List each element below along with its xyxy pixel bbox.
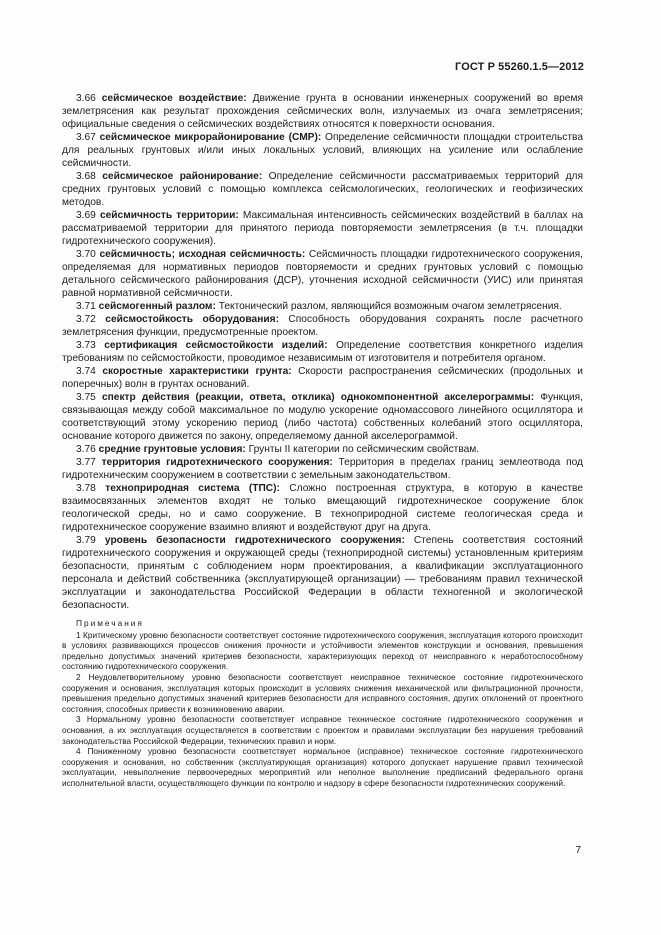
notes-section: [62, 618, 583, 789]
term-number: 3.68: [76, 171, 96, 182]
term-name: сейсмическое районирование:: [102, 171, 263, 182]
term-entry: [62, 248, 583, 300]
note-item: 1 Критическому уровню безопасности соответствует состояние гидротехнического сооружения, эксплуатация которого происходит в условиях развивающихся процессов снижения прочности и устойчивости элементов конструкции и основания, превышения предельно допустимых значений критериев безопасности, характеризующих переход от неисправного к неработоспособному состоянию гидротехнического сооружения.: [62, 629, 583, 672]
term-definition: Максимальная интенсивность сейсмических воздействий в баллах на рассматриваемой территории для принятого периода повторяемости землетрясения (в т.ч. площадки гидротехнического сооружения).: [62, 210, 583, 247]
term-definition: Скорости распространения сейсмических (продольных и поперечных) волн в грунтах оснований.: [62, 366, 583, 390]
term-definition: Определение соответствия конкретного изделия требованиям по сейсмостойкости, проводимое независимым от изготовителя и потребителя органом.: [62, 340, 583, 364]
term-definition: Степень соответствия состояний гидротехнического сооружения и окружающей среды (техноприродной системы) установленным критериям безопасности, принятым с соблюдением норм проектирования, а квалификации эксплуатационного персонала и действий собственника (эксплуатирующей организации) — требованиям правил технической эксплуатации и законодательства Российской Федерации в области техногенной и экологической безопасности.: [62, 535, 583, 611]
term-number: 3.73: [76, 340, 96, 351]
term-name: спектр действия (реакции, ответа, отклика) однокомпонентной акселерограммы:: [101, 392, 535, 403]
term-entry: [62, 456, 583, 482]
term-entry: [62, 365, 583, 391]
term-entry: [62, 300, 583, 313]
notes-list: [62, 630, 583, 789]
term-entry: [62, 443, 583, 456]
term-entry: [62, 209, 583, 248]
standard-header: ГОСТ Р 55260.1.5—2012: [455, 61, 584, 73]
note-item: 3 Нормальному уровню безопасности соответствует исправное техническое состояние гидротехнического сооружения и основания, а их эксплуатация осуществляется в соответствии с проектом и правилами эксплуатации без нарушения требований законодательства Российской Федерации, технических правил и норм.: [62, 714, 583, 746]
term-definition: Способность оборудования сохранять после расчетного землетрясения функции, предусмотренные проектом.: [62, 314, 583, 338]
term-entry: [62, 170, 583, 209]
term-name: средние грунтовые условия:: [98, 444, 246, 455]
term-definition: Тектонический разлом, являющийся возможным очагом землетрясения.: [215, 301, 562, 312]
term-entry: [62, 131, 583, 170]
term-number: 3.78: [76, 483, 96, 494]
term-name: уровень безопасности гидротехнического сооружения:: [104, 535, 405, 546]
term-name: скоростные характеристики грунта:: [102, 366, 292, 377]
term-definition: Движение грунта в основании инженерных сооружений во время землетрясения как результат прохождения сейсмических волн, излучаемых из очага землетрясения; официальные сведения о сейсмических воздействиях относятся к поверхности основания.: [62, 93, 583, 130]
notes-title: Примечания: [76, 618, 144, 628]
term-name: сейсмогенный разлом:: [98, 301, 216, 312]
term-name: сейсмостойкость оборудования:: [105, 314, 279, 325]
page-number: 7: [575, 845, 581, 856]
term-number: 3.67: [76, 132, 96, 143]
term-number: 3.76: [76, 444, 96, 455]
term-number: 3.79: [76, 535, 96, 546]
term-name: сейсмичность территории:: [99, 210, 239, 221]
term-number: 3.71: [76, 301, 96, 312]
document-body: [62, 92, 583, 789]
term-number: 3.77: [76, 457, 96, 468]
term-number: 3.72: [76, 314, 96, 325]
term-name: техноприродная система (ТПС):: [105, 483, 280, 494]
term-number: 3.69: [76, 210, 96, 221]
term-definition: Функция, связывающая между собой максимальное по модулю ускорение одномассового линейного осциллятора и соответствующий этому ускорению период (либо частота) собственных колебаний этого осциллятора, основание которого движется по закону, определяемому данной акселерограммой.: [62, 392, 584, 442]
term-definition: Сложно построенная структура, в которую в качестве взаимосвязанных элементов входят не только вмещающий гидротехническое сооружение блок геологической среды, но и само сооружение. В техноприродной системе геологическая среда и гидротехническое сооружение взаимно влияют и воздействуют друг на друга.: [62, 483, 583, 533]
term-definition: Определение сейсмичности рассматриваемых территорий для средних грунтовых условий с помощью комплекса сейсмологических, геологических и геофизических методов.: [62, 171, 583, 208]
note-item: 2 Неудовлетворительному уровню безопасности соответствует неисправное техническое состояние гидротехнического сооружения и основания, эксплуатация которых происходит в условиях снижения механической или фильтрационной прочности, превышения предельно допустимых значений критериев безопасности для исправного состояния, других отклонений от проектного состояния, способных привести к возникновению аварии.: [62, 671, 583, 714]
term-entry: [62, 482, 583, 534]
terms-list: [62, 92, 583, 612]
term-name: сейсмичность; исходная сейсмичность:: [99, 249, 306, 260]
term-definition: Грунты II категории по сейсмическим свойствам.: [245, 444, 480, 455]
term-name: сейсмическое воздействие:: [101, 93, 247, 104]
term-entry: [62, 313, 583, 339]
term-number: 3.66: [76, 93, 96, 104]
term-entry: [62, 391, 583, 443]
term-number: 3.70: [76, 249, 96, 260]
term-name: территория гидротехнического сооружения:: [101, 457, 333, 468]
term-definition: Определение сейсмичности площадки строительства для реальных грунтовых и/или иных локальных условий, влияющих на усиление или ослабление сейсмичности.: [62, 132, 583, 169]
term-entry: [62, 534, 583, 612]
term-definition: Сейсмичность площадки гидротехнического сооружения, определяемая для нормативных периодов повторяемости и средних грунтовых условий с помощью детального сейсмического районирования (ДСР), уточнения исходной сейсмичности (УИС) или принятая равной нормативной сейсмичности.: [62, 249, 583, 299]
note-item: 4 Пониженному уровню безопасности соответствует нормальное (исправное) техническое состояние гидротехнического сооружения и основания, но собственник (эксплуатирующая организация) которого допускает нарушение правил технической эксплуатации, невыполнение первоочередных мероприятий или неполное выполнение предписаний федерального органа исполнительной власти, осуществляющего функции по контролю и надзору в сфере безопасности гидротехнических сооружений.: [62, 746, 583, 788]
term-name: сейсмическое микрорайонирование (СМР):: [99, 132, 322, 143]
term-entry: [62, 92, 583, 131]
term-definition: Территория в пределах границ землеотвода под гидротехническим сооружением в соответствии с земельным законодательством.: [62, 457, 583, 481]
term-entry: [62, 339, 583, 365]
term-name: сертификация сейсмостойкости изделий:: [104, 340, 328, 351]
term-number: 3.74: [76, 366, 96, 377]
term-number: 3.75: [76, 392, 96, 403]
